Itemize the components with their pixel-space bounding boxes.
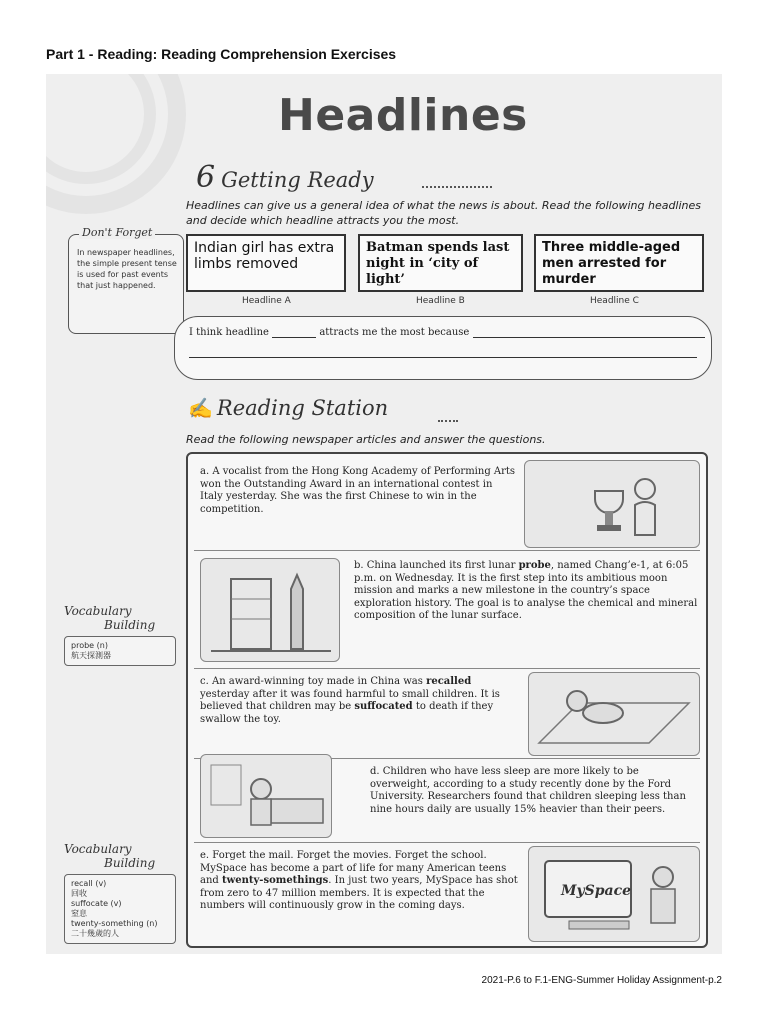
section-number: 6 [196,160,216,195]
vocab-word: recall (v) [71,879,107,888]
book-icon: ✍ [188,396,213,420]
answer-cloud [174,316,712,380]
headline-answer-blank[interactable] [272,337,316,338]
baby-crawling-illustration [528,672,700,756]
headline-a-text: Indian girl has extra limbs removed [194,240,335,272]
article-b-letter: b. [354,560,364,571]
reading-station-label: Reading Station [216,396,389,420]
dont-forget-box [68,226,184,334]
article-b-pre: China launched its first lunar [366,560,516,571]
article-e-bold: twenty-somethings [222,875,329,886]
vocab-word: suffocate (v) [71,899,122,908]
vocabulary-building-1 [64,604,176,666]
computer-user-illustration [528,846,700,942]
myspace-screen-label: MySpace [561,883,632,899]
bed-icon [201,755,333,839]
vocab-title: Vocabulary [64,604,132,618]
article-divider [194,550,700,551]
rocket-launch-illustration [200,558,340,662]
article-e-letter: e. [200,850,210,861]
article-a-text: A vocalist from the Hong Kong Academy of Performing Arts won the Outstanding Award in an international contest in Italy yesterday. She was the first Chinese to win in the competition. [200,466,516,515]
article-d [370,766,700,816]
vocab-box [64,874,176,944]
sleeping-child-illustration [200,754,332,838]
prompt-middle: attracts me the most because [319,327,470,338]
article-d-letter: d. [370,766,380,777]
article-divider [194,842,700,843]
reading-station-heading [188,396,388,420]
reading-station-instruction: Read the following newspaper articles and answer the questions. [186,433,546,446]
article-e [200,850,518,913]
article-c-bold-2: suffocated [354,701,413,712]
getting-ready-heading [196,160,374,195]
page-footer: 2021-P.6 to F.1-ENG-Summer Holiday Assignment-p.2 [481,975,722,986]
article-c-bold-1: recalled [426,676,472,687]
article-e-post: . In just two years, MySpace has shot from zero to 47 million members. It is expected that the numbers will continuously grow in the coming days. [200,875,518,911]
article-c-pre: An award-winning toy made in China was [211,676,423,687]
article-a [200,466,518,516]
vocabulary-building-2 [64,842,176,944]
article-b-post: , named Chang’e-1, at 6:05 p.m. on Wednesday. It is the first step into its ambitious moon mission and marks a new milestone in the country’s space exploration history. The goal is to analyse the chemical and mineral composition of the lunar surface. [354,560,698,621]
vocab-subtitle: Building [104,856,156,870]
article-divider [194,668,700,669]
article-c [200,676,518,726]
headline-a-label: Headline A [242,296,291,306]
headline-c-label: Headline C [590,296,639,306]
article-b [354,560,700,623]
page-title: Headlines [278,90,528,141]
vocab-word: probe (n) [71,641,108,650]
rocket-icon [201,559,341,663]
dont-forget-body: In newspaper headlines, the simple present tense is used for past events that just happened. [77,248,177,290]
dotted-divider [438,420,458,422]
part-title: Part 1 - Reading: Reading Comprehension Exercises [46,46,397,62]
headline-b-box [358,234,523,292]
article-c-mid: yesterday after it was found harmful to small children. It is believed that children may be [200,688,500,712]
article-c-post: to death if they swallow the toy. [200,701,494,725]
answer-prompt [189,327,705,338]
vocab-translation: 窒息 [71,909,87,918]
vocab-box [64,636,176,666]
article-e-pre: Forget the mail. Forget the movies. Forget the school. MySpace has become a part of life for many American teens and [200,850,507,886]
headline-b-text: Batman spends last night in ‘city of light’ [366,240,510,287]
articles-panel [186,452,708,948]
dotted-divider [422,186,492,188]
vocab-translation: 航天探測器 [71,651,111,660]
vocab-subtitle: Building [104,618,156,632]
getting-ready-instruction: Headlines can give us a general idea of what the news is about. Read the following headlines and decide which headline attracts you the most. [186,199,702,227]
headline-c-box [534,234,704,292]
article-c-letter: c. [200,676,209,687]
baby-icon [529,673,701,757]
article-b-bold: probe [518,560,551,571]
reason-answer-blank[interactable] [473,337,705,338]
vocab-title: Vocabulary [64,842,132,856]
article-a-letter: a. [200,466,210,477]
headline-a-box [186,234,346,292]
trophy-icon [525,461,701,549]
computer-icon [529,847,701,943]
vocab-word: twenty-something (n) [71,919,158,928]
dont-forget-title: Don't Forget [79,226,155,239]
vocab-translation: 二十幾歲的人 [71,929,119,938]
singer-trophy-illustration [524,460,700,548]
worksheet-scan [46,74,722,954]
article-d-text: Children who have less sleep are more likely to be overweight, according to a study recently done by the Ford University. Researchers found that children sleeping less than nine hours daily are usually 15% heavier than their peers. [370,766,686,815]
headline-b-label: Headline B [416,296,465,306]
getting-ready-label: Getting Ready [221,168,374,192]
vocab-translation: 回收 [71,889,87,898]
prompt-before: I think headline [189,327,269,338]
reason-answer-line[interactable] [189,357,697,358]
headline-c-text: Three middle-aged men arrested for murder [542,240,681,287]
